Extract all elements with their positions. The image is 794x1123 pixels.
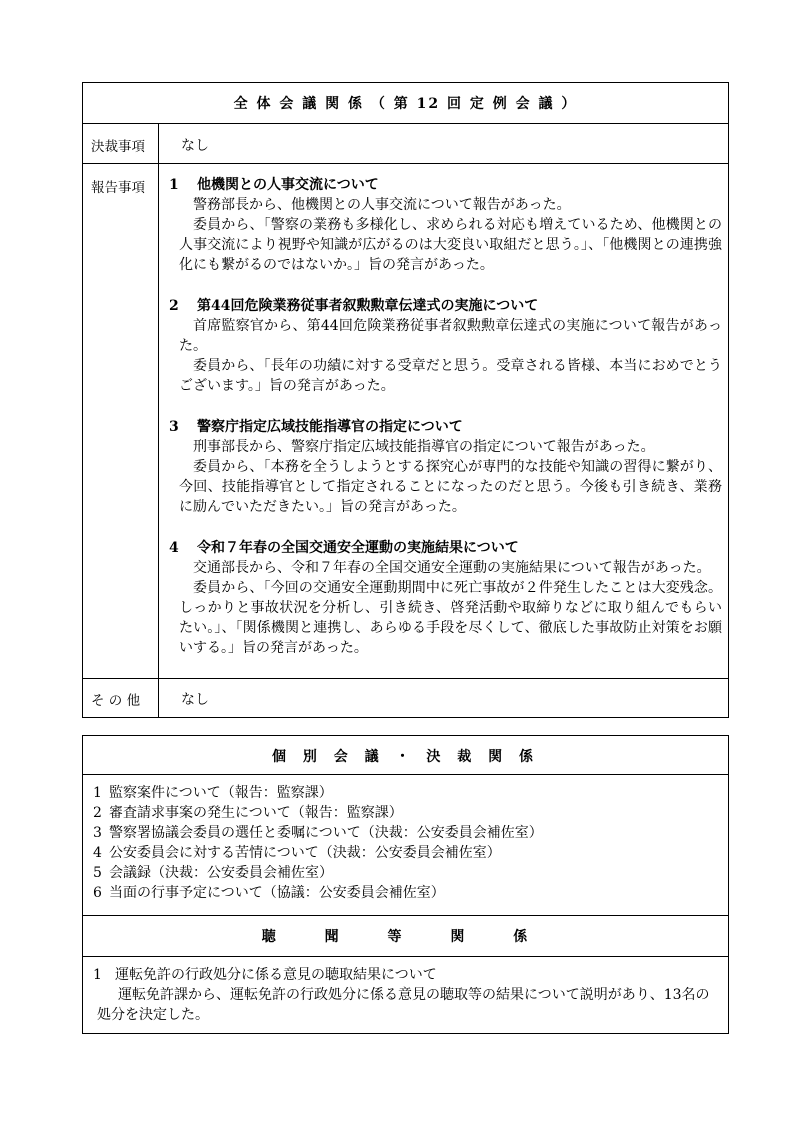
decision-value: なし (181, 138, 209, 154)
general-meeting-table (82, 82, 729, 718)
individual-meeting-table (82, 735, 729, 1034)
report-item-heading: 4 令和７年春の全国交通安全運動の実施結果について (169, 540, 519, 556)
report-paragraph: 刑事部長から、警察庁指定広域技能指導官の指定について報告があった。 (193, 439, 655, 455)
general-meeting-title: 全 体 会 議 関 係 （ 第 12 回 定 例 会 議 ） (233, 96, 578, 112)
report-paragraph: 委員から、「長年の功績に対する受章だと思う。受章される皆様、本当におめでとうございます。」旨の発言があった。 (179, 358, 722, 394)
divider (83, 915, 728, 916)
hearing-item (93, 965, 710, 1025)
divider (83, 163, 728, 164)
report-item-heading: 1 他機関との人事交流について (169, 177, 379, 193)
report-item (167, 538, 722, 658)
report-item-heading: 3 警察庁指定広域技能指導官の指定について (169, 419, 463, 435)
list-item: 5 会議録（決裁：公安委員会補佐室） (93, 865, 333, 881)
report-item (167, 175, 722, 275)
individual-meeting-title: 個 別 会 議 ・ 決 裁 関 係 (272, 749, 539, 765)
report-paragraph: 交通部長から、令和７年春の全国交通安全運動の実施結果について報告があった。 (193, 560, 711, 576)
divider (83, 956, 728, 957)
other-label: そ の 他 (91, 693, 141, 709)
report-item-heading: 2 第44回危険業務従事者叙勲勲章伝達式の実施について (169, 298, 539, 314)
report-paragraph: 委員から、「本務を全うしようとする探究心が専門的な技能や知識の習得に繋がり、今回、技能指導官として指定されることになったのだと思う。今後も引き続き、業務に励んでいただきたい。」旨の発言があった。 (179, 459, 722, 515)
list-item: 6 当面の行事予定について（協議：公安委員会補佐室） (93, 885, 445, 901)
report-paragraph: 委員から、「今回の交通安全運動期間中に死亡事故が２件発生したことは大変残念。しっかりと事故状況を分析し、引き続き、啓発活動や取締りなどに取り組んでもらいたい。」、「関係機関と連携し、あらゆる手段を尽くして、徹底した事故防止対策をお願いする。」旨の発言があった。 (179, 580, 722, 656)
hearing-item-heading: 1 運転免許の行政処分に係る意見の聴取結果について (93, 967, 437, 983)
column-divider (158, 123, 159, 717)
report-paragraph: 委員から、「警察の業務も多様化し、求められる対応も増えているため、他機関との人事交流により視野や知識が広がるのは大変良い取組だと思う。」、「他機関との連携強化にも繋がるのではないか。」旨の発言があった。 (179, 217, 722, 273)
list-item: 2 審査請求事案の発生について（報告：監察課） (93, 805, 403, 821)
reports-content (167, 175, 722, 679)
hearing-item-body: 運転免許課から、運転免許の行政処分に係る意見の聴取等の結果について説明があり、13名の処分を決定した。 (97, 987, 710, 1023)
list-item: 3 警察署協議会委員の選任と委嘱について（決裁：公安委員会補佐室） (93, 825, 543, 841)
other-value: なし (181, 692, 209, 708)
reports-label: 報告事項 (91, 180, 145, 196)
report-item (167, 417, 722, 517)
report-item (167, 296, 722, 396)
decision-label: 決裁事項 (91, 139, 145, 155)
divider (83, 123, 728, 124)
report-paragraph: 警務部長から、他機関との人事交流について報告があった。 (193, 197, 571, 213)
list-item: 4 公安委員会に対する苦情について（決裁：公安委員会補佐室） (93, 845, 501, 861)
list-item: 1 監察案件について（報告：監察課） (93, 785, 333, 801)
individual-list (93, 783, 543, 903)
hearing-title: 聴 聞 等 関 係 (261, 929, 550, 945)
report-paragraph: 首席監察官から、第44回危険業務従事者叙勲勲章伝達式の実施について報告があった。 (179, 318, 722, 354)
divider (83, 678, 728, 679)
divider (83, 774, 728, 775)
